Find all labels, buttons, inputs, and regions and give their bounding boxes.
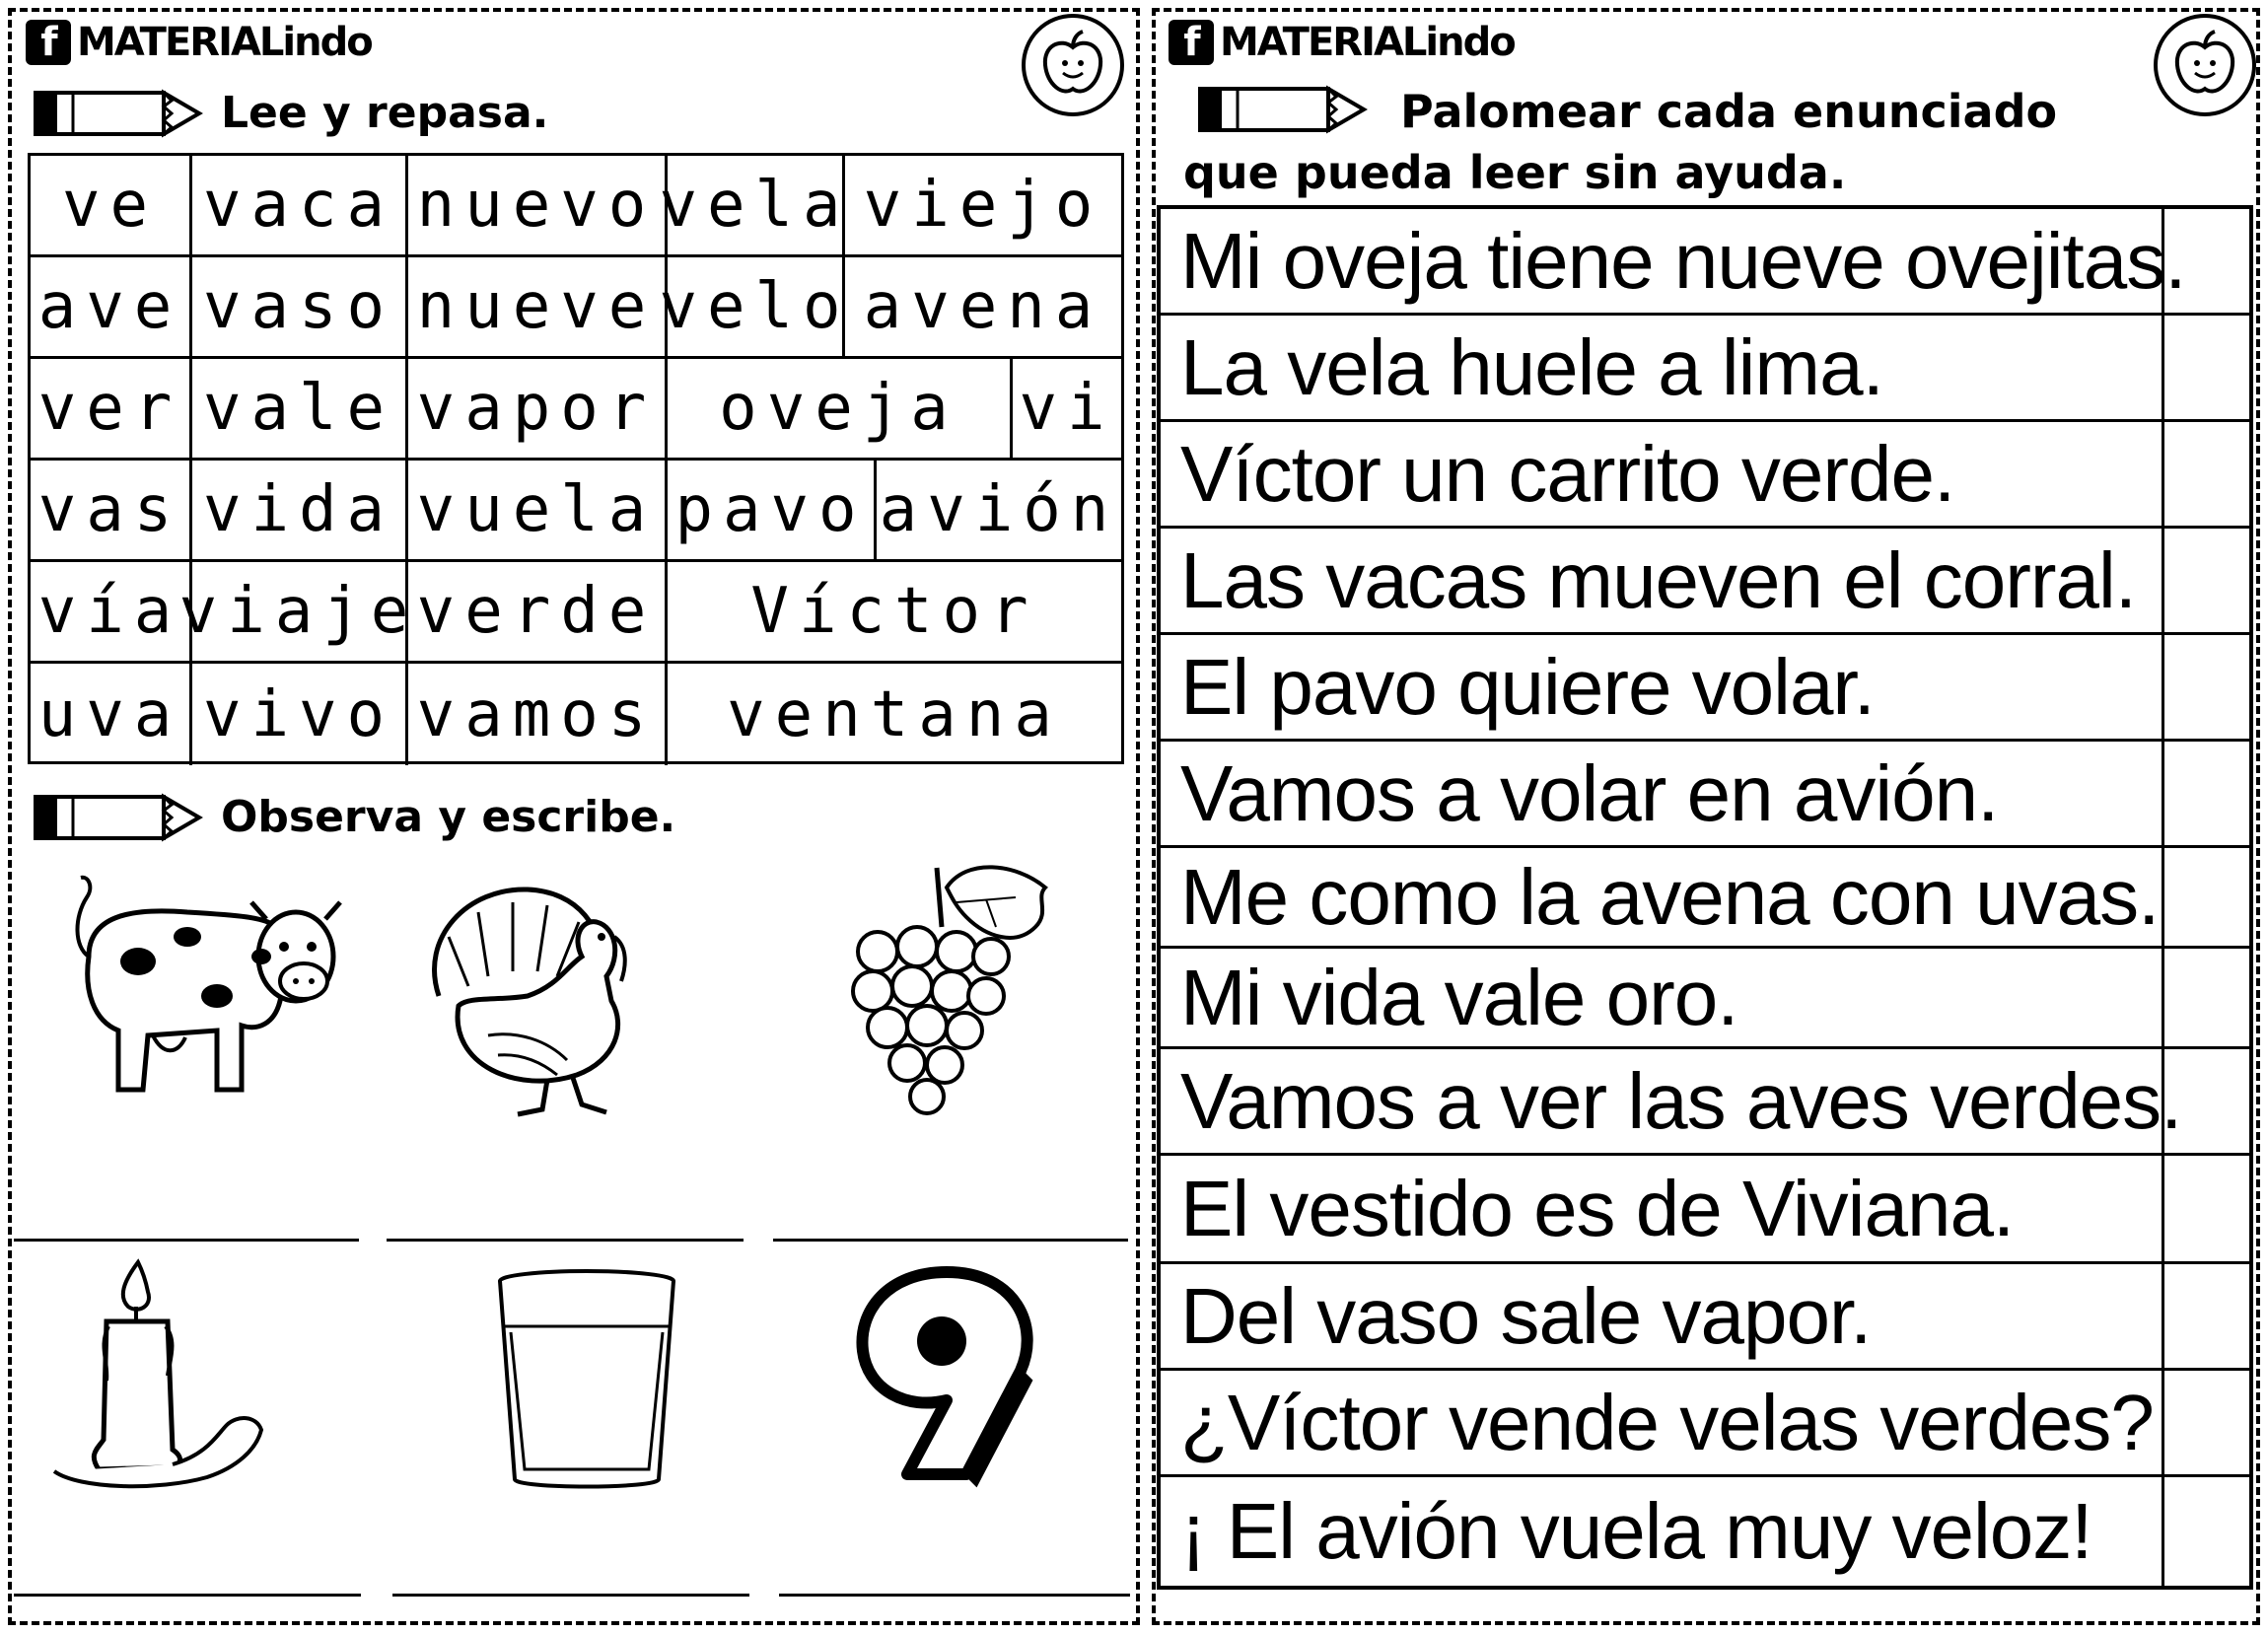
sentence-text: Víctor un carrito verde. xyxy=(1180,429,1955,518)
sentence-row xyxy=(1161,316,2249,422)
sentence-row xyxy=(1161,742,2249,848)
word-cell: vaca xyxy=(192,156,408,254)
turkey-image xyxy=(409,868,685,1124)
sentence-text: Vamos a ver las aves verdes. xyxy=(1180,1056,2182,1145)
write-line xyxy=(14,1239,359,1242)
checkbox[interactable] xyxy=(2162,529,2249,632)
sentence-text: Me como la avena con uvas. xyxy=(1180,852,2160,941)
number-nine-image xyxy=(848,1262,1045,1489)
word-cell: avena xyxy=(863,270,1103,343)
instruction-read-text: Lee y repasa. xyxy=(221,88,549,138)
word-cell: velo xyxy=(668,257,845,356)
sentence-text: El vestido es de Viviana. xyxy=(1180,1164,2015,1252)
write-line xyxy=(387,1239,744,1242)
sentence-row xyxy=(1161,1049,2249,1156)
word-cell: avión xyxy=(879,473,1119,546)
sentence-row xyxy=(1161,1264,2249,1371)
sentence-row xyxy=(1161,1156,2249,1264)
word-cell: ver xyxy=(31,359,192,458)
word-cell: nueve xyxy=(408,257,668,356)
brand-logo-left xyxy=(26,20,372,65)
sentence-text: La vela huele a lima. xyxy=(1180,322,1883,411)
pencil-icon xyxy=(34,85,211,142)
sentence-row xyxy=(1161,1371,2249,1477)
word-cell: vela xyxy=(668,156,845,254)
word-row xyxy=(31,156,1121,257)
instruction-check xyxy=(1183,81,2160,203)
checkbox[interactable] xyxy=(2162,1371,2249,1474)
word-cell: viaje xyxy=(192,562,408,661)
word-cell: vivo xyxy=(192,664,408,765)
checkbox[interactable] xyxy=(2162,635,2249,739)
word-cell: vuela xyxy=(408,461,668,559)
word-cell: vi xyxy=(1019,372,1115,445)
brand-name: MATERIALindo xyxy=(77,20,372,65)
checkbox[interactable] xyxy=(2162,1156,2249,1261)
checkbox[interactable] xyxy=(2162,316,2249,419)
sentence-row xyxy=(1161,209,2249,316)
checkbox[interactable] xyxy=(2162,848,2249,946)
word-cell: vamos xyxy=(408,664,668,765)
sentence-row xyxy=(1161,422,2249,529)
sentence-row xyxy=(1161,529,2249,635)
word-cell: Víctor xyxy=(750,575,1038,648)
facebook-icon: f xyxy=(26,20,71,65)
sentence-text: Mi oveja tiene nueve ovejitas. xyxy=(1180,216,2186,305)
word-row xyxy=(31,664,1121,765)
sentence-text: Mi vida vale oro. xyxy=(1180,953,1738,1041)
instruction-observe-text: Observa y escribe. xyxy=(221,792,676,842)
word-cell: vapor xyxy=(408,359,668,458)
word-cell: vía xyxy=(31,562,192,661)
sentence-row xyxy=(1161,635,2249,742)
sentence-text: ¡ El avión vuela muy veloz! xyxy=(1180,1487,2092,1575)
write-line xyxy=(779,1594,1130,1597)
brand-logo-right xyxy=(1169,20,1515,65)
checkbox[interactable] xyxy=(2162,949,2249,1046)
word-cell: uva xyxy=(31,664,192,765)
word-cell: ave xyxy=(31,257,192,356)
write-line xyxy=(392,1594,749,1597)
sentence-text: Del vaso sale vapor. xyxy=(1180,1271,1872,1360)
pencil-icon xyxy=(34,789,211,846)
sentence-text: Las vacas mueven el corral. xyxy=(1180,535,2137,624)
word-table xyxy=(28,153,1124,764)
word-row xyxy=(31,257,1121,359)
write-line xyxy=(14,1594,361,1597)
apple-seal-icon xyxy=(2154,14,2256,116)
apple-seal-icon xyxy=(1022,14,1124,116)
checkbox[interactable] xyxy=(2162,1477,2249,1586)
facebook-icon: f xyxy=(1169,20,1214,65)
grapes-image xyxy=(848,858,1065,1134)
word-row xyxy=(31,359,1121,461)
checkbox[interactable] xyxy=(2162,742,2249,845)
instruction-observe xyxy=(34,789,675,846)
sentence-text: Vamos a volar en avión. xyxy=(1180,748,1999,837)
word-cell: vas xyxy=(31,461,192,559)
pencil-icon xyxy=(1193,81,1381,138)
word-cell: viejo xyxy=(863,169,1103,242)
word-cell: nuevo xyxy=(408,156,668,254)
cow-image xyxy=(69,858,345,1114)
brand-name: MATERIALindo xyxy=(1220,20,1515,65)
instruction-read xyxy=(34,85,548,142)
checkbox[interactable] xyxy=(2162,1264,2249,1368)
word-row xyxy=(31,461,1121,562)
word-cell: vida xyxy=(192,461,408,559)
word-cell: verde xyxy=(408,562,668,661)
word-cell: vale xyxy=(192,359,408,458)
word-cell: ventana xyxy=(727,677,1062,751)
sentence-table xyxy=(1157,205,2253,1590)
word-row xyxy=(31,562,1121,664)
word-cell: oveja xyxy=(668,359,1013,458)
sentence-row xyxy=(1161,848,2249,949)
sentence-row xyxy=(1161,949,2249,1049)
sentence-row xyxy=(1161,1477,2249,1586)
word-cell: ve xyxy=(31,156,192,254)
checkbox[interactable] xyxy=(2162,209,2249,313)
checkbox[interactable] xyxy=(2162,1049,2249,1153)
word-cell: pavo xyxy=(668,461,877,559)
sentence-text: ¿Víctor vende velas verdes? xyxy=(1180,1378,2154,1466)
glass-image xyxy=(493,1267,680,1494)
word-cell: vaso xyxy=(192,257,408,356)
write-line xyxy=(773,1239,1128,1242)
candle-image xyxy=(49,1252,276,1499)
instruction-check-text: Palomear cada enunciado que pueda leer sin ayuda. xyxy=(1183,85,2058,199)
sentence-text: El pavo quiere volar. xyxy=(1180,642,1875,731)
checkbox[interactable] xyxy=(2162,422,2249,526)
